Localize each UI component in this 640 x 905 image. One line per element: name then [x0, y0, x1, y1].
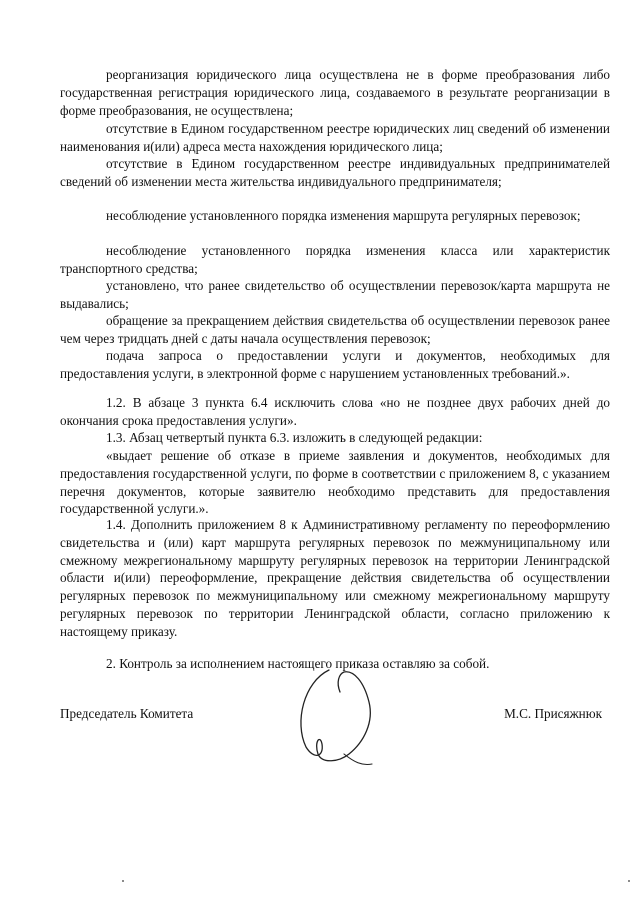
paragraph-egrip: отсутствие в Едином государственном реестре индивидуальных предпринимателей сведений об изменении места жительства индивидуального предпринимателя; — [60, 156, 610, 189]
paragraph-2: 2. Контроль за исполнением настоящего приказа оставляю за собой. — [106, 656, 490, 671]
paragraph-termination: обращение за прекращением действия свидетельства об осуществлении перевозок ранее чем через тридцать дней с даты начала осуществления перевозок; — [60, 313, 610, 346]
paragraph-reorganization: реорганизация юридического лица осуществлена не в форме преобразования либо государственная регистрация юридического лица, создаваемого в результате реорганизации в форме преобразования, не осуществлена; — [60, 67, 610, 118]
paragraph-vehicle-class: несоблюдение установленного порядка изменения класса или характеристик транспортного средства; — [60, 243, 610, 276]
paragraph-not-issued: установлено, что ранее свидетельство об осуществлении перевозок/карта маршрута не выдавались; — [60, 278, 610, 311]
paragraph-1-2: 1.2. В абзаце 3 пункта 6.4 исключить слова «но не позднее двух рабочих дней до окончания срока предоставления услуги». — [60, 395, 610, 428]
paragraph-1-4: 1.4. Дополнить приложением 8 к Административному регламенту по переоформлению свидетельства и (или) карт маршрута регулярных перевозок по межмуниципальному или смежному межрегиональному маршруту регулярных перевозок на территории Ленинградской области и(или) переоформление, прекращение действия свидетельства об осуществлении регулярных перевозок по межмуниципальному или смежному межрегиональному маршруту регулярных перевозок по территории Ленинградской области, согласно приложению к настоящему приказу. — [60, 517, 610, 639]
paragraph-route-change: несоблюдение установленного порядка изменения маршрута регулярных перевозок; — [106, 208, 581, 223]
signatory-position: Председатель Комитета — [60, 706, 194, 721]
signatory-name: М.С. Присяжнюк — [504, 706, 602, 721]
scan-speck — [628, 880, 630, 882]
handwritten-signature — [284, 662, 394, 772]
paragraph-electronic: подача запроса о предоставлении услуги и документов, необходимых для предоставления услуги, в электронной форме с нарушением установленных требований.». — [60, 348, 610, 381]
paragraph-egrul: отсутствие в Едином государственном реестре юридических лиц сведений об изменении наименования и(или) адреса места нахождения юридического лица; — [60, 121, 610, 154]
paragraph-1-3: 1.3. Абзац четвертый пункта 6.3. изложить в следующей редакции: — [106, 430, 483, 445]
paragraph-quote: «выдает решение об отказе в приеме заявления и документов, необходимых для предоставления государственной услуги, по форме в соответствии с приложением 8, с указанием перечня документов, которые заявителю необходимо представить для предоставления государственной услуги.». — [60, 448, 610, 517]
scan-speck — [122, 880, 124, 882]
